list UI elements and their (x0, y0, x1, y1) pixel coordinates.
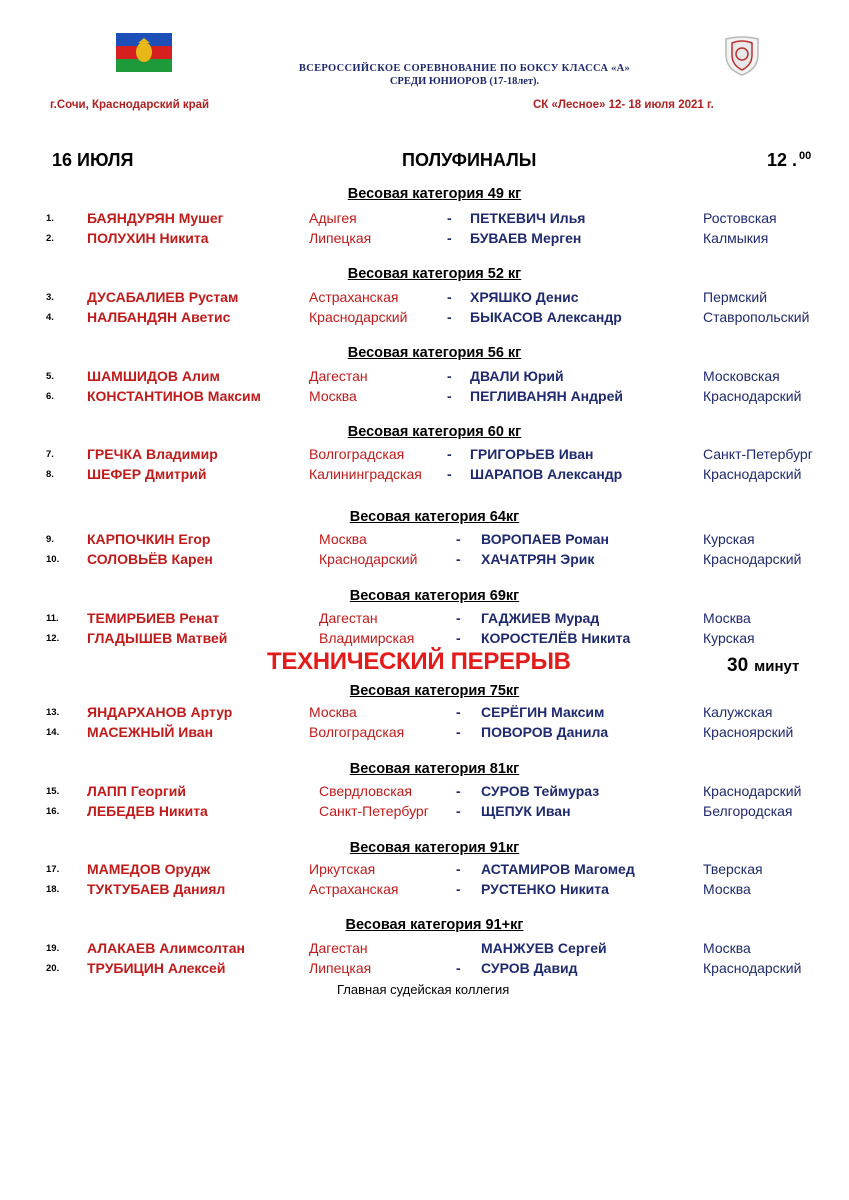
blue-corner-region: Краснодарский (703, 783, 802, 799)
weight-category-title: Весовая категория 49 кг (347, 186, 522, 202)
red-corner-boxer: ЛЕБЕДЕВ Никита (87, 802, 208, 819)
blue-corner-region: Тверская (703, 861, 763, 877)
footer-signature: Главная судейская коллегия (337, 982, 510, 997)
bout-number: 18. (46, 883, 60, 895)
blue-corner-boxer: КОРОСТЕЛЁВ Никита (481, 629, 631, 646)
bout-separator: - (456, 959, 461, 976)
break-duration (727, 655, 799, 677)
red-corner-boxer: БАЯНДУРЯН Мушег (87, 210, 224, 226)
blue-corner-boxer: ДВАЛИ Юрий (470, 368, 564, 384)
blue-corner-boxer: ШАРАПОВ Александр (470, 465, 623, 482)
bout-number: 2. (46, 232, 54, 244)
bout-number: 10. (46, 553, 60, 565)
red-corner-boxer: ШЕФЕР Дмитрий (87, 465, 207, 482)
blue-corner-region: Краснодарский (703, 959, 802, 976)
bout-number: 14. (46, 726, 60, 738)
bout-number: 3. (46, 292, 54, 303)
red-corner-boxer: МАМЕДОВ Орудж (87, 861, 211, 877)
red-corner-boxer: АЛАКАЕВ Алимсолтан (87, 940, 245, 956)
blue-corner-region: Москва (703, 940, 751, 956)
blue-corner-boxer: ПЕГЛИВАНЯН Андрей (470, 387, 623, 404)
blue-corner-region: Санкт-Петербург (703, 446, 813, 462)
bout-number: 1. (46, 213, 54, 224)
red-corner-boxer: НАЛБАНДЯН Аветис (87, 308, 231, 325)
red-corner-region: Волгоградская (309, 446, 405, 462)
bout-number: 6. (46, 390, 54, 402)
blue-corner-region: Москва (703, 610, 751, 626)
red-corner-boxer: СОЛОВЬЁВ Карен (87, 550, 213, 567)
weight-category-title: Весовая категория 52 кг (347, 266, 522, 282)
bout-separator: - (447, 465, 452, 482)
red-corner-region: Краснодарский (319, 550, 418, 567)
red-corner-boxer: КАРПОЧКИН Егор (87, 531, 211, 547)
bout-number: 4. (46, 311, 54, 323)
bout-number: 7. (46, 449, 54, 460)
blue-corner-boxer: СУРОВ Теймураз (481, 783, 600, 799)
blue-corner-region: Белгородская (703, 802, 793, 819)
bout-number: 11. (46, 613, 59, 624)
red-corner-region: Владимирская (319, 629, 415, 646)
weight-category-title: Весовая категория 81кг (349, 761, 520, 777)
red-corner-region: Астраханская (309, 289, 399, 305)
red-corner-region: Астраханская (309, 880, 399, 897)
blue-corner-region: Курская (703, 531, 755, 547)
blue-corner-boxer: БЫКАСОВ Александр (470, 308, 622, 325)
weight-category-title: Весовая категория 60 кг (347, 424, 522, 440)
red-corner-boxer: МАСЕЖНЫЙ Иван (87, 723, 214, 740)
event-venue-dates: СК «Лесное» 12- 18 июля 2021 г. (533, 99, 714, 111)
bout-separator: - (456, 802, 461, 819)
bout-number: 8. (46, 468, 54, 480)
bout-separator: - (456, 531, 461, 547)
bout-number: 9. (46, 534, 54, 545)
blue-corner-region: Краснодарский (703, 387, 802, 404)
bout-number: 17. (46, 864, 60, 875)
bout-separator: - (456, 629, 461, 646)
bout-separator: - (447, 387, 452, 404)
bout-number: 19. (46, 943, 60, 954)
blue-corner-region: Москва (703, 880, 751, 897)
blue-corner-boxer: ВОРОПАЕВ Роман (481, 531, 609, 547)
blue-corner-region: Краснодарский (703, 465, 802, 482)
red-corner-boxer: ТРУБИЦИН Алексей (87, 959, 226, 976)
bout-separator: - (447, 308, 452, 325)
blue-corner-boxer: ХРЯШКО Денис (470, 289, 579, 305)
bout-separator: - (447, 229, 452, 246)
red-corner-region: Свердловская (319, 783, 413, 799)
red-corner-region: Москва (309, 704, 357, 720)
blue-corner-boxer: ЩЕПУК Иван (481, 802, 571, 819)
blue-corner-boxer: ГРИГОРЬЕВ Иван (470, 446, 594, 462)
red-corner-region: Липецкая (309, 959, 372, 976)
red-corner-region: Дагестан (309, 940, 368, 956)
red-corner-region: Иркутская (309, 861, 376, 877)
bout-separator: - (456, 550, 461, 567)
blue-corner-boxer: ГАДЖИЕВ Мурад (481, 610, 600, 626)
red-corner-boxer: ГЛАДЫШЕВ Матвей (87, 629, 228, 646)
red-corner-boxer: ШАМШИДОВ Алим (87, 368, 220, 384)
break-duration-unit: минут (754, 658, 800, 675)
red-corner-region: Дагестан (319, 610, 378, 626)
bout-separator: - (447, 210, 452, 226)
blue-corner-region: Краснодарский (703, 550, 802, 567)
bout-separator: - (456, 723, 461, 740)
blue-corner-region: Ставропольский (703, 308, 810, 325)
weight-category-title: Весовая категория 69кг (349, 588, 520, 604)
red-corner-region: Санкт-Петербург (319, 802, 429, 819)
red-corner-region: Дагестан (309, 368, 368, 384)
weight-category-title: Весовая категория 75кг (349, 683, 520, 699)
blue-corner-region: Калужская (703, 704, 773, 720)
blue-corner-boxer: БУВАЕВ Мерген (470, 229, 582, 246)
red-corner-region: Москва (319, 531, 367, 547)
red-corner-boxer: ЛАПП Георгий (87, 783, 186, 799)
blue-corner-boxer: СЕРЁГИН Максим (481, 704, 605, 720)
blue-corner-boxer: ПОВОРОВ Данила (481, 723, 609, 740)
blue-corner-region: Красноярский (703, 723, 794, 740)
bout-separator: - (456, 861, 461, 877)
red-corner-region: Волгоградская (309, 723, 405, 740)
session-time (767, 150, 811, 171)
red-corner-region: Краснодарский (309, 308, 408, 325)
red-corner-boxer: ДУСАБАЛИЕВ Рустам (87, 289, 239, 305)
bout-separator: - (447, 289, 452, 305)
bout-separator: - (447, 446, 452, 462)
blue-corner-boxer: РУСТЕНКО Никита (481, 880, 609, 897)
blue-corner-region: Московская (703, 368, 780, 384)
blue-corner-region: Калмыкия (703, 229, 769, 246)
weight-category-title: Весовая категория 91кг (349, 840, 520, 856)
bout-number: 15. (46, 786, 60, 797)
red-corner-boxer: ТУКТУБАЕВ Даниял (87, 880, 226, 897)
red-corner-boxer: ГРЕЧКА Владимир (87, 446, 218, 462)
red-corner-boxer: ЯНДАРХАНОВ Артур (87, 704, 233, 720)
event-title-line2: СРЕДИ ЮНИОРОВ (17-18лет). (389, 76, 540, 87)
blue-corner-boxer: СУРОВ Давид (481, 959, 578, 976)
bout-number: 12. (46, 632, 60, 644)
blue-corner-boxer: ХАЧАТРЯН Эрик (481, 550, 595, 567)
event-location: г.Сочи, Краснодарский край (50, 99, 210, 111)
break-duration-value: 30 (727, 655, 749, 676)
red-corner-boxer: КОНСТАНТИНОВ Максим (87, 387, 262, 404)
bout-separator: - (456, 880, 461, 897)
blue-corner-boxer: ПЕТКЕВИЧ Илья (470, 210, 586, 226)
session-date: 16 ИЮЛЯ (52, 150, 134, 170)
blue-corner-region: Ростовская (703, 210, 777, 226)
bout-number: 5. (46, 371, 54, 382)
bout-number: 13. (46, 707, 60, 718)
session-stage: ПОЛУФИНАЛЫ (402, 150, 537, 170)
red-corner-boxer: ТЕМИРБИЕВ Ренат (87, 610, 220, 626)
session-time-hours: 12 . (767, 150, 798, 170)
blue-corner-boxer: АСТАМИРОВ Магомед (481, 861, 635, 877)
session-time-minutes: 00 (799, 150, 812, 162)
red-corner-boxer: ПОЛУХИН Никита (87, 229, 209, 246)
bout-separator: - (456, 704, 461, 720)
bout-number: 16. (46, 805, 60, 817)
blue-corner-boxer: МАНЖУЕВ Сергей (481, 940, 607, 956)
red-corner-region: Адыгея (309, 210, 357, 226)
bout-separator: - (447, 368, 452, 384)
weight-category-title: Весовая категория 56 кг (347, 345, 522, 361)
red-corner-region: Калининградская (309, 465, 422, 482)
red-corner-region: Москва (309, 387, 357, 404)
bout-separator: - (456, 783, 461, 799)
weight-category-title: Весовая категория 91+кг (345, 917, 524, 933)
bout-separator: - (456, 610, 461, 626)
blue-corner-region: Пермский (703, 289, 768, 305)
break-title: ТЕХНИЧЕСКИЙ ПЕРЕРЫВ (267, 648, 571, 675)
event-title-line1: ВСЕРОССИЙСКОЕ СОРЕВНОВАНИЕ ПО БОКСУ КЛАССА «А» (298, 63, 631, 74)
blue-corner-region: Курская (703, 629, 755, 646)
weight-category-title: Весовая категория 64кг (349, 509, 520, 525)
red-corner-region: Липецкая (309, 229, 372, 246)
bout-number: 20. (46, 962, 60, 974)
